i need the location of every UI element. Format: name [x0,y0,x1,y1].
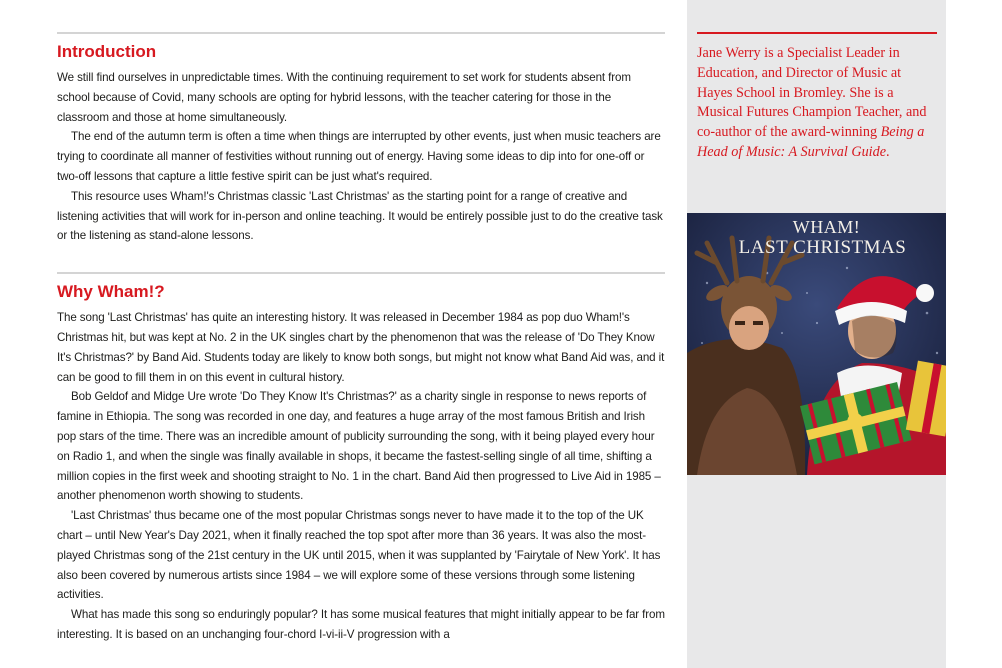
intro-paragraph-1: We still find ourselves in unpredictable times. With the continuing requirement to set work for students absent from school because of Covid, many schools are opting for hybrid lessons, with the teacher catering for those in the classroom and those at home simultaneously. [57,71,631,124]
bio-text: Jane Werry is a Specialist Leader in Education, and Director of Music at Hayes School in Bromley. She is a Musical Futures Champion Teacher, and co-author of the award-winning [697,45,927,141]
sidebar-rule [697,32,937,34]
why-paragraph-2: Bob Geldof and Midge Ure wrote 'Do They Know It's Christmas?' as a charity single in response to news reports of famine in Ethiopia. The song was recorded in one day, and features a huge array of the most famous British and Irish pop stars of the time. There was an incredible amount of publicity surrounding the song, with it being played every hour on Radio 1, and when the single was finally available in shops, it became the fastest-selling single of all time, shifting a million copies in the first week and shooting straight to No. 1 in the chart. Band Aid then progressed to Live Aid in 1985 – another phenomenon worth showing to students. [57,390,661,503]
sidebar [687,0,946,668]
album-cover [687,213,946,475]
section-divider [57,32,665,34]
intro-paragraph-3: This resource uses Wham!'s Christmas classic 'Last Christmas' as the starting point for a range of creative and listening activities that will work for in-person and online teaching. It would be entirely possible just to do the creative task or the listening as stand-alone lessons. [57,189,663,243]
bio-end: . [886,143,890,160]
intro-paragraph-2: The end of the autumn term is often a time when things are interrupted by other events, just when music teachers are trying to coordinate all manner of festivities without running out of energy. Having some ideas to dip into for one-off or two-off lessons that capture a little festive spirit can be just what's required. [57,130,661,183]
why-paragraph-4: What has made this song so enduringly popular? It has some musical features that might initially appear to be far from interesting. It is based on an unchanging four-chord I-vi-ii-V progression with a [57,608,665,641]
intro-heading: Introduction [57,42,157,61]
author-bio [697,44,937,163]
book-title: Being a Head of Music: A Survival Guide [697,124,925,160]
cover-artist: WHAM! [792,217,861,237]
section-divider [57,272,665,274]
cover-song-title: LAST CHRISTMAS [738,237,907,258]
why-paragraph-3: 'Last Christmas' thus became one of the most popular Christmas songs never to have made it to the top of the UK chart – until New Year's Day 2021, when it finally reached the top spot after more than 36 years. It was also the most-played Christmas song of the 21st century in the UK until 2015, when it was supplanted by 'Fairytale of New York'. It has also been covered by numerous artists since 1984 – we will explore some of these versions through some listening activities. [57,509,661,602]
article-column [57,0,665,668]
why-heading: Why Wham!? [57,282,165,302]
why-paragraph-1: The song 'Last Christmas' has quite an interesting history. It was released in December 1984 as pop duo Wham!'s Christmas hit, but was kept at No. 2 in the UK singles chart by the phenomenon that was the release of 'Do They Know It's Christmas?' by Band Aid. Students today are likely to know both songs, but might not know what Band Aid was, and it can be good to fill them in on this event in cultural history. [57,311,665,384]
